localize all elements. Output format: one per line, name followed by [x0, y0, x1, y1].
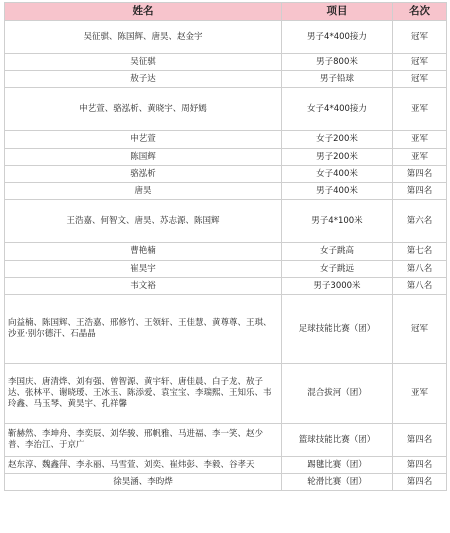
rank-cell: 冠军	[393, 71, 447, 88]
names-cell: 崔昊宇	[5, 261, 282, 278]
rank-cell: 冠军	[393, 54, 447, 71]
rank-cell: 亚军	[393, 88, 447, 131]
table-row	[5, 278, 447, 295]
event-cell: 混合拔河（团）	[282, 364, 393, 424]
event-cell: 踢毽比赛（团）	[282, 457, 393, 474]
names-cell: 唐昊	[5, 183, 282, 200]
event-cell: 男子4*400接力	[282, 21, 393, 54]
event-cell: 足球技能比赛（团）	[282, 295, 393, 364]
names-cell: 申艺萱	[5, 131, 282, 149]
event-cell: 女子400米	[282, 166, 393, 183]
table-row	[5, 457, 447, 474]
rank-cell: 第七名	[393, 243, 447, 261]
event-cell: 篮球技能比赛（团）	[282, 424, 393, 457]
table-row	[5, 261, 447, 278]
header-row	[5, 3, 447, 21]
table-row	[5, 295, 447, 364]
names-cell: 吴征骐	[5, 54, 282, 71]
table-row	[5, 424, 447, 457]
names-cell: 靳赫然、李坤舟、李奕辰、刘华骏、邢帆雅、马进福、李一笑、赵少普、李治江、于京广	[5, 424, 282, 457]
table-row	[5, 243, 447, 261]
header-rank: 名次	[393, 3, 447, 21]
table-body	[5, 21, 447, 491]
rank-cell: 第八名	[393, 278, 447, 295]
names-cell: 申艺萱、骆泓析、黄晓宇、周妤嫣	[5, 88, 282, 131]
table-row	[5, 131, 447, 149]
names-cell: 向益楠、陈国辉、王浩嘉、邢修竹、王领轩、王佳慧、黄尊尊、王琪、沙亚·别尔德汗、石晶晶	[5, 295, 282, 364]
names-cell: 陈国辉	[5, 149, 282, 166]
table-row	[5, 149, 447, 166]
names-cell: 骆泓析	[5, 166, 282, 183]
table-row	[5, 364, 447, 424]
event-cell: 男子4*100米	[282, 200, 393, 243]
rank-cell: 第四名	[393, 424, 447, 457]
names-cell: 韦文裕	[5, 278, 282, 295]
rank-cell: 冠军	[393, 295, 447, 364]
rank-cell: 第四名	[393, 166, 447, 183]
event-cell: 男子400米	[282, 183, 393, 200]
table-row	[5, 88, 447, 131]
table-row	[5, 200, 447, 243]
names-cell: 吴征骐、陈国辉、唐昊、赵金宇	[5, 21, 282, 54]
names-cell: 徐昊涵、李昀烨	[5, 474, 282, 491]
names-cell: 赵东淳、魏鑫萍、李永丽、马雪萱、刘奕、崔炜彭、李毅、谷孝天	[5, 457, 282, 474]
rank-cell: 亚军	[393, 149, 447, 166]
results-table	[4, 2, 447, 491]
rank-cell: 第四名	[393, 474, 447, 491]
names-cell: 李国庆、唐清烨、刘有强、曾智源、黄宇轩、唐佳晨、白子龙、敖子达、张林平、谢晓瑷、王冰玉、陈添爱、袁宝宝、李瑞熙、王知乐、韦玲鑫、马玉琴、黄昊宇、孔祥馨	[5, 364, 282, 424]
table-row	[5, 54, 447, 71]
table-row	[5, 71, 447, 88]
names-cell: 敖子达	[5, 71, 282, 88]
rank-cell: 第六名	[393, 200, 447, 243]
event-cell: 男子800米	[282, 54, 393, 71]
names-cell: 曹艳楠	[5, 243, 282, 261]
event-cell: 女子4*400接力	[282, 88, 393, 131]
table-row	[5, 183, 447, 200]
event-cell: 男子3000米	[282, 278, 393, 295]
rank-cell: 第八名	[393, 261, 447, 278]
rank-cell: 冠军	[393, 21, 447, 54]
rank-cell: 第四名	[393, 457, 447, 474]
results-table-container	[4, 2, 446, 491]
header-event: 项目	[282, 3, 393, 21]
table-row	[5, 21, 447, 54]
event-cell: 男子200米	[282, 149, 393, 166]
table-row	[5, 166, 447, 183]
rank-cell: 亚军	[393, 364, 447, 424]
event-cell: 轮滑比赛（团）	[282, 474, 393, 491]
event-cell: 女子跳远	[282, 261, 393, 278]
rank-cell: 第四名	[393, 183, 447, 200]
names-cell: 王浩嘉、何智文、唐昊、苏志源、陈国辉	[5, 200, 282, 243]
rank-cell: 亚军	[393, 131, 447, 149]
event-cell: 男子铅球	[282, 71, 393, 88]
table-row	[5, 474, 447, 491]
header-name: 姓名	[5, 3, 282, 21]
event-cell: 女子跳高	[282, 243, 393, 261]
event-cell: 女子200米	[282, 131, 393, 149]
